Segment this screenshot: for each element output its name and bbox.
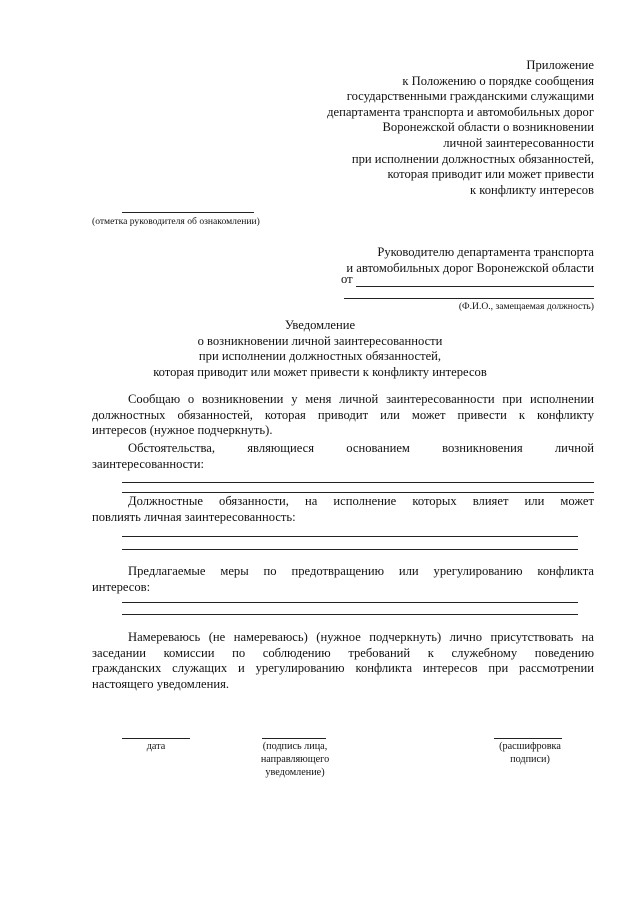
- addressee-block: [346, 244, 594, 276]
- head-mark-caption: (отметка руководителя об ознакомлении): [92, 216, 260, 227]
- p4-line-1: Предлагаемые меры по предотвращению или урегулированию конфликта: [128, 564, 594, 578]
- decode-caption-line: подписи): [510, 754, 550, 765]
- signature-caption-line: уведомление): [265, 767, 325, 778]
- title-heading: Уведомление: [284, 318, 356, 332]
- appendix-line: Воронежской области о возникновении: [382, 120, 594, 135]
- p2-line-1: Обстоятельства, являющиеся основанием возникновения личной: [128, 441, 594, 455]
- decode-caption-line: (расшифровка: [499, 741, 561, 752]
- appendix-block: [327, 58, 594, 198]
- paragraph-intention: [92, 630, 594, 692]
- paragraph-report: [92, 392, 594, 439]
- p5-line-3: гражданских служащих и урегулированию конфликта интересов при рассмотрении: [92, 661, 594, 676]
- signature-caption-line: направляющего: [260, 754, 330, 765]
- title-line-2: при исполнении должностных обязанностей,: [198, 349, 442, 364]
- fill-line: [122, 492, 594, 493]
- fill-line: [122, 614, 578, 615]
- p5-line-2: заседании комиссии по соблюдению требований к служебному поведению: [92, 645, 594, 660]
- appendix-line: Приложение: [526, 58, 594, 72]
- appendix-line: к Положению о порядке сообщения: [402, 73, 594, 88]
- appendix-line: при исполнении должностных обязанностей,: [351, 151, 594, 166]
- p5-line-1: Намереваюсь (не намереваюсь) (нужное подчеркнуть) лично присутствовать на: [128, 630, 594, 644]
- title-line-3: которая приводит или может привести к конфликту интересов: [153, 364, 487, 379]
- from-label: от: [341, 272, 353, 286]
- addressee-line-1: Руководителю департамента транспорта: [377, 245, 594, 259]
- fill-line: [122, 536, 578, 537]
- signature-caption-line: (подпись лица,: [262, 741, 328, 752]
- paragraph-measures: [92, 564, 594, 595]
- p2-line-2: заинтересованности:: [92, 456, 205, 471]
- paragraph-circumstances: [92, 441, 594, 472]
- fill-line: [122, 602, 578, 603]
- p5-line-4: настоящего уведомления.: [92, 676, 230, 691]
- p1-line-1: Сообщаю о возникновении у меня личной заинтересованности при исполнении: [128, 392, 594, 406]
- p1-line-3: интересов (нужное подчеркнуть).: [92, 423, 273, 438]
- appendix-line: которая приводит или может привести: [387, 167, 594, 182]
- p3-line-2: повлиять личная заинтересованность:: [92, 509, 296, 524]
- appendix-line: к конфликту интересов: [470, 182, 594, 197]
- head-mark-line: [122, 212, 254, 213]
- p4-line-2: интересов:: [92, 579, 151, 594]
- decode-caption: [480, 740, 580, 766]
- paragraph-duties: [92, 494, 594, 525]
- fill-line: [122, 549, 578, 550]
- signature-line: [262, 738, 326, 739]
- fill-line: [122, 482, 594, 483]
- date-line: [122, 738, 190, 739]
- date-caption: дата: [146, 741, 166, 752]
- from-line: [356, 286, 594, 287]
- title-line-1: о возникновении личной заинтересованности: [197, 333, 443, 348]
- appendix-line: личной заинтересованности: [443, 135, 594, 150]
- notice-title: [0, 318, 640, 380]
- fio-line: [344, 298, 594, 299]
- addressee-line-2: и автомобильных дорог Воронежской области: [346, 261, 594, 275]
- decode-line: [494, 738, 562, 739]
- appendix-line: государственными гражданскими служащими: [346, 89, 594, 104]
- p3-line-1: Должностные обязанности, на исполнение которых влияет или может: [128, 494, 594, 508]
- appendix-line: департамента транспорта и автомобильных дорог: [327, 104, 594, 119]
- fio-caption: (Ф.И.О., замещаемая должность): [458, 301, 594, 312]
- p1-line-2: должностных обязанностей, которая приводит или может привести к конфликту: [92, 407, 594, 422]
- signature-caption: [240, 740, 350, 779]
